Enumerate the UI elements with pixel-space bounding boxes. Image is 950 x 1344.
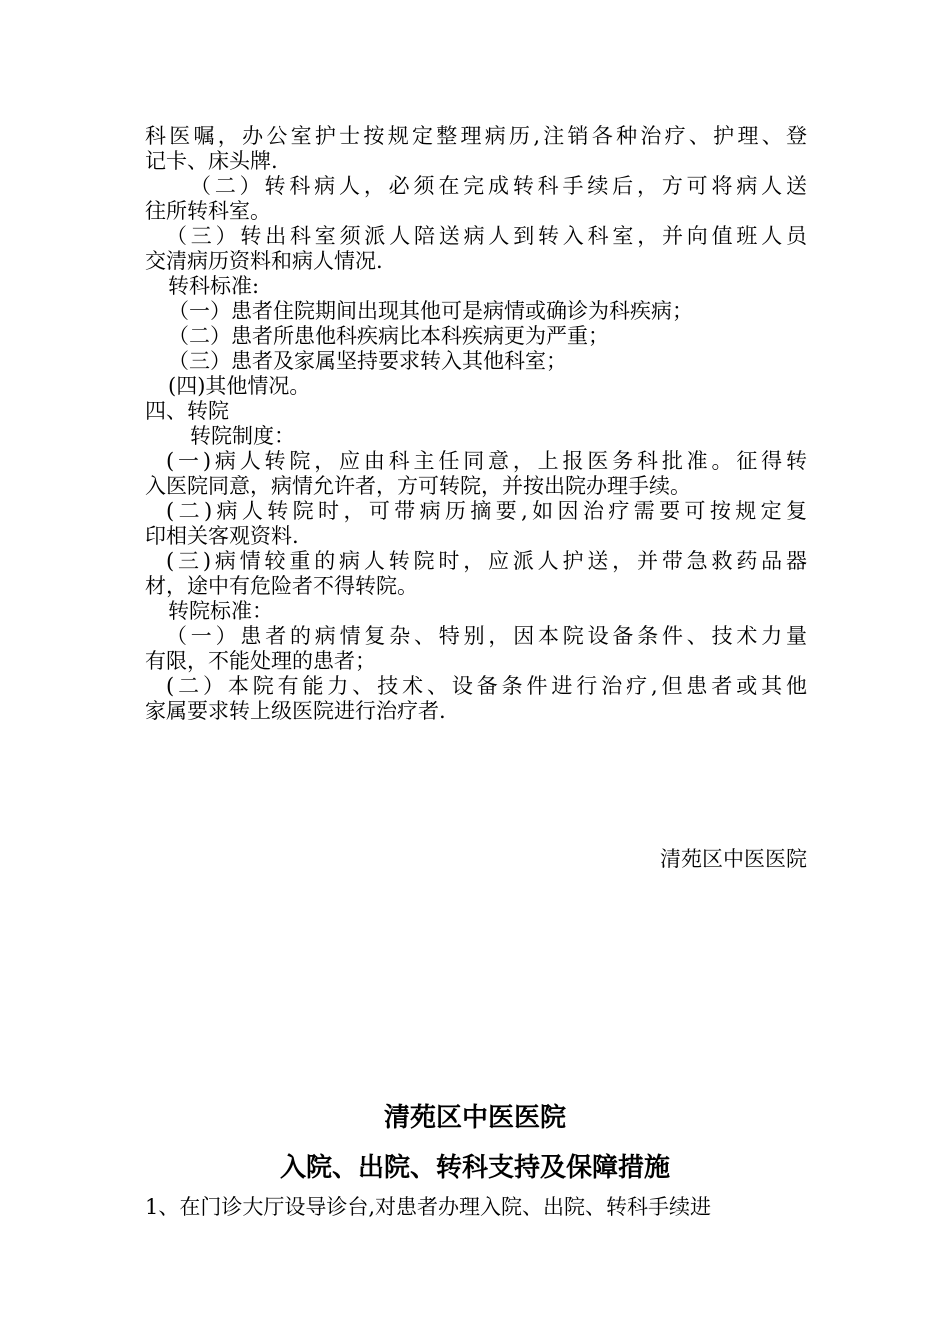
text-line: 转院标准： bbox=[168, 599, 273, 623]
text-line: （一）患者的病情复杂、特别，因本院设备条件、技术力量 bbox=[166, 624, 807, 648]
text-line: 交清病历资料和病人情况. bbox=[145, 249, 383, 273]
text-line: 有限，不能处理的患者； bbox=[145, 649, 376, 673]
text-line: 科医嘱，办公室护士按规定整理病历,注销各种治疗、护理、登 bbox=[145, 124, 807, 148]
text-line: （三）患者及家属坚持要求转入其他科室； bbox=[168, 349, 567, 373]
text-line: 印相关客观资料. bbox=[145, 524, 299, 548]
paragraph-line: 1、在门诊大厅设导诊台,对患者办理入院、出院、转科手续进 bbox=[145, 1195, 712, 1219]
section-subtitle: 入院、出院、转科支持及保障措施 bbox=[279, 1153, 670, 1183]
text-line: (二)病人转院时，可带病历摘要,如因治疗需要可按规定复 bbox=[166, 499, 807, 523]
text-line: （二）转科病人，必须在完成转科手续后，方可将病人送 bbox=[190, 174, 807, 198]
text-line: （一）患者住院期间出现其他可是病情或确诊为科疾病； bbox=[168, 299, 693, 323]
text-line: (三)病情较重的病人转院时，应派人护送，并带急救药品器 bbox=[166, 549, 807, 573]
text-line: （二）患者所患他科疾病比本科疾病更为严重； bbox=[168, 324, 609, 348]
signature-text: 清苑区中医医院 bbox=[660, 847, 807, 871]
text-line: 记卡、床头牌. bbox=[145, 149, 278, 173]
text-line: 四、转院 bbox=[145, 399, 229, 423]
text-line: 入医院同意，病情允许者，方可转院，并按出院办理手续。 bbox=[145, 474, 691, 498]
text-line: （三）转出科室须派人陪送病人到转入科室，并向值班人员 bbox=[166, 224, 807, 248]
text-line: (一)病人转院，应由科主任同意，上报医务科批准。征得转 bbox=[166, 449, 807, 473]
text-line: (二）本院有能力、技术、设备条件进行治疗,但患者或其他 bbox=[166, 674, 807, 698]
text-line: 家属要求转上级医院进行治疗者. bbox=[145, 699, 446, 723]
text-line: (四)其他情况。 bbox=[168, 374, 311, 398]
section-title: 清苑区中医医院 bbox=[383, 1103, 566, 1133]
text-line: 转科标准: bbox=[168, 274, 260, 298]
text-line: 转院制度： bbox=[190, 424, 295, 448]
text-line: 材，途中有危险者不得转院。 bbox=[145, 574, 418, 598]
text-line: 往所转科室。 bbox=[145, 199, 271, 223]
